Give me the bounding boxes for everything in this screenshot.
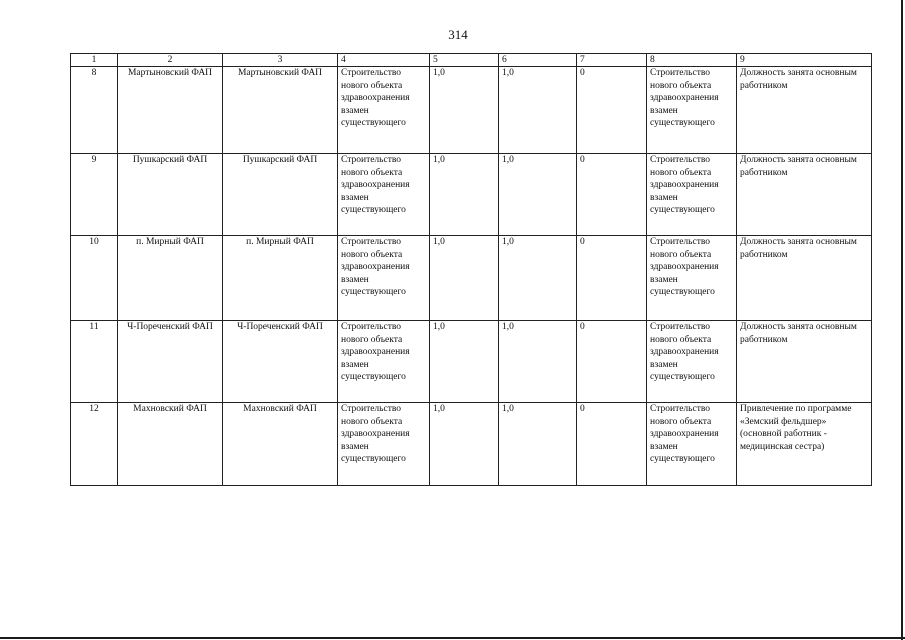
- value-col6: 1,0: [499, 67, 577, 154]
- registry-table: [70, 53, 872, 486]
- staff-cell: Должность занята основным работником: [737, 67, 872, 154]
- column-header: 7: [577, 54, 647, 67]
- row-number: 10: [71, 236, 118, 321]
- value-col5: 1,0: [430, 154, 499, 236]
- fap-name: Махновский ФАП: [118, 403, 223, 486]
- value-col7: 0: [577, 236, 647, 321]
- plan-cell: Строительство нового объекта здравоохранения взамен существующего: [647, 403, 737, 486]
- table-row: [71, 403, 872, 486]
- value-col5: 1,0: [430, 321, 499, 403]
- action-cell: Строительство нового объекта здравоохранения взамен существующего: [338, 236, 430, 321]
- header-row: [71, 54, 872, 67]
- row-number: 11: [71, 321, 118, 403]
- action-cell: Строительство нового объекта здравоохранения взамен существующего: [338, 154, 430, 236]
- value-col5: 1,0: [430, 236, 499, 321]
- action-cell: Строительство нового объекта здравоохранения взамен существующего: [338, 67, 430, 154]
- value-col7: 0: [577, 403, 647, 486]
- staff-cell: Привлечение по программе «Земский фельдшер» (основной работник - медицинская сестра): [737, 403, 872, 486]
- table-row: [71, 321, 872, 403]
- fap-name: Пушкарский ФАП: [118, 154, 223, 236]
- page-edge-right: [901, 0, 903, 640]
- fap-name: Мартыновский ФАП: [118, 67, 223, 154]
- plan-cell: Строительство нового объекта здравоохранения взамен существующего: [647, 321, 737, 403]
- value-col6: 1,0: [499, 236, 577, 321]
- facility-name: п. Мирный ФАП: [223, 236, 338, 321]
- column-header: 6: [499, 54, 577, 67]
- staff-cell: Должность занята основным работником: [737, 236, 872, 321]
- value-col7: 0: [577, 154, 647, 236]
- column-header: 1: [71, 54, 118, 67]
- facility-name: Махновский ФАП: [223, 403, 338, 486]
- column-header: 5: [430, 54, 499, 67]
- plan-cell: Строительство нового объекта здравоохранения взамен существующего: [647, 236, 737, 321]
- value-col6: 1,0: [499, 403, 577, 486]
- value-col6: 1,0: [499, 154, 577, 236]
- fap-name: Ч-Пореченский ФАП: [118, 321, 223, 403]
- action-cell: Строительство нового объекта здравоохранения взамен существующего: [338, 321, 430, 403]
- row-number: 8: [71, 67, 118, 154]
- table-row: [71, 154, 872, 236]
- row-number: 9: [71, 154, 118, 236]
- facility-name: Пушкарский ФАП: [223, 154, 338, 236]
- value-col6: 1,0: [499, 321, 577, 403]
- plan-cell: Строительство нового объекта здравоохранения взамен существующего: [647, 154, 737, 236]
- page-edge-bottom: [0, 637, 905, 639]
- staff-cell: Должность занята основным работником: [737, 321, 872, 403]
- column-header: 4: [338, 54, 430, 67]
- facility-name: Мартыновский ФАП: [223, 67, 338, 154]
- column-header: 9: [737, 54, 872, 67]
- page-number: 314: [448, 27, 468, 42]
- row-number: 12: [71, 403, 118, 486]
- facility-name: Ч-Пореченский ФАП: [223, 321, 338, 403]
- value-col7: 0: [577, 67, 647, 154]
- value-col5: 1,0: [430, 403, 499, 486]
- column-header: 3: [223, 54, 338, 67]
- value-col5: 1,0: [430, 67, 499, 154]
- table-row: [71, 236, 872, 321]
- fap-name: п. Мирный ФАП: [118, 236, 223, 321]
- column-header: 8: [647, 54, 737, 67]
- column-header: 2: [118, 54, 223, 67]
- action-cell: Строительство нового объекта здравоохранения взамен существующего: [338, 403, 430, 486]
- table-row: [71, 67, 872, 154]
- plan-cell: Строительство нового объекта здравоохранения взамен существующего: [647, 67, 737, 154]
- value-col7: 0: [577, 321, 647, 403]
- staff-cell: Должность занята основным работником: [737, 154, 872, 236]
